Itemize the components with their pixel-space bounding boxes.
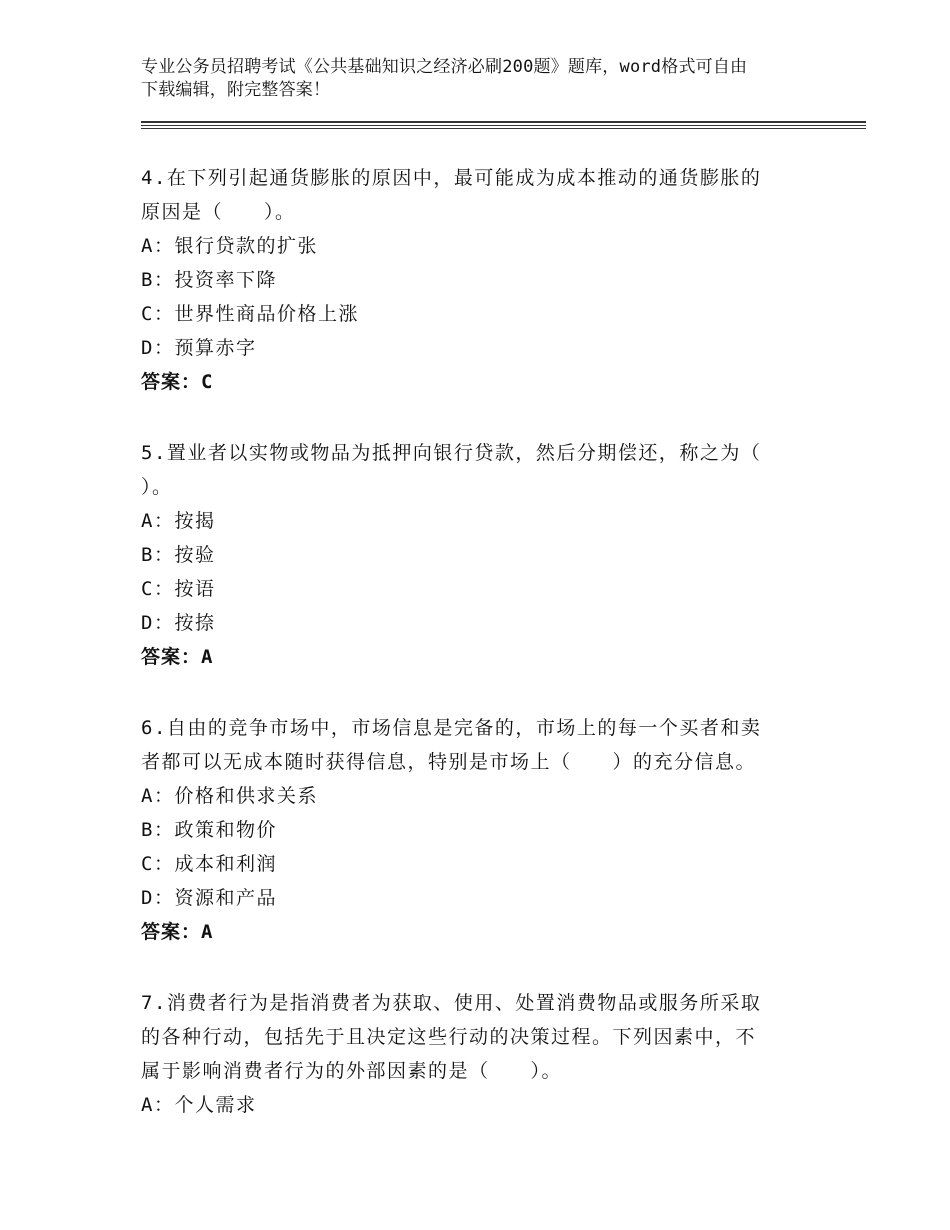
question-text-line: 5.置业者以实物或物品为抵押向银行贷款，然后分期偿还，称之为（ — [141, 442, 762, 464]
option-c: C：按语 — [141, 578, 216, 600]
option-c: C：成本和利润 — [141, 853, 277, 875]
question-7 — [141, 986, 801, 1122]
question-4-text — [141, 161, 801, 229]
option-a: A：按揭 — [141, 510, 216, 532]
header-line-1: 专业公务员招聘考试《公共基础知识之经济必刷200题》题库，word格式可自由 — [141, 57, 748, 77]
document-header — [141, 56, 821, 102]
header-divider-thick — [141, 121, 866, 123]
question-text-line: ）。 — [141, 476, 173, 498]
question-5 — [141, 436, 801, 674]
question-text-line: 属于影响消费者行为的外部因素的是（ ）。 — [141, 1060, 563, 1082]
question-4 — [141, 161, 801, 399]
option-d: D：资源和产品 — [141, 887, 277, 909]
question-6 — [141, 711, 801, 949]
option-c: C：世界性商品价格上涨 — [141, 303, 359, 325]
question-text-line: 的各种行动，包括先于且决定这些行动的决策过程。下列因素中，不 — [141, 1026, 757, 1048]
option-a: A：价格和供求关系 — [141, 785, 318, 807]
header-line-2: 下载编辑，附完整答案！ — [141, 80, 331, 100]
option-b: B：投资率下降 — [141, 269, 277, 291]
option-a: A：个人需求 — [141, 1094, 257, 1116]
header-divider-thin-1 — [141, 125, 866, 126]
question-list — [141, 161, 801, 1159]
answer-label: 答案：A — [141, 646, 214, 668]
question-text-line: 原因是（ ）。 — [141, 201, 296, 223]
option-a: A：银行贷款的扩张 — [141, 235, 318, 257]
option-b: B：按验 — [141, 544, 216, 566]
question-7-text — [141, 986, 801, 1088]
question-text-line: 6.自由的竞争市场中，市场信息是完备的，市场上的每一个买者和卖 — [141, 717, 762, 739]
question-6-text — [141, 711, 801, 779]
question-text-line: 7.消费者行为是指消费者为获取、使用、处置消费物品或服务所采取 — [141, 992, 762, 1014]
answer-label: 答案：A — [141, 921, 214, 943]
question-5-text — [141, 436, 801, 504]
answer-label: 答案：C — [141, 371, 214, 393]
header-divider-thin-2 — [141, 128, 866, 129]
question-text-line: 4.在下列引起通货膨胀的原因中，最可能成为成本推动的通货膨胀的 — [141, 167, 762, 189]
question-text-line: 者都可以无成本随时获得信息，特别是市场上（ ）的充分信息。 — [141, 751, 757, 773]
option-d: D：按捺 — [141, 612, 216, 634]
option-b: B：政策和物价 — [141, 819, 277, 841]
option-d: D：预算赤字 — [141, 337, 257, 359]
